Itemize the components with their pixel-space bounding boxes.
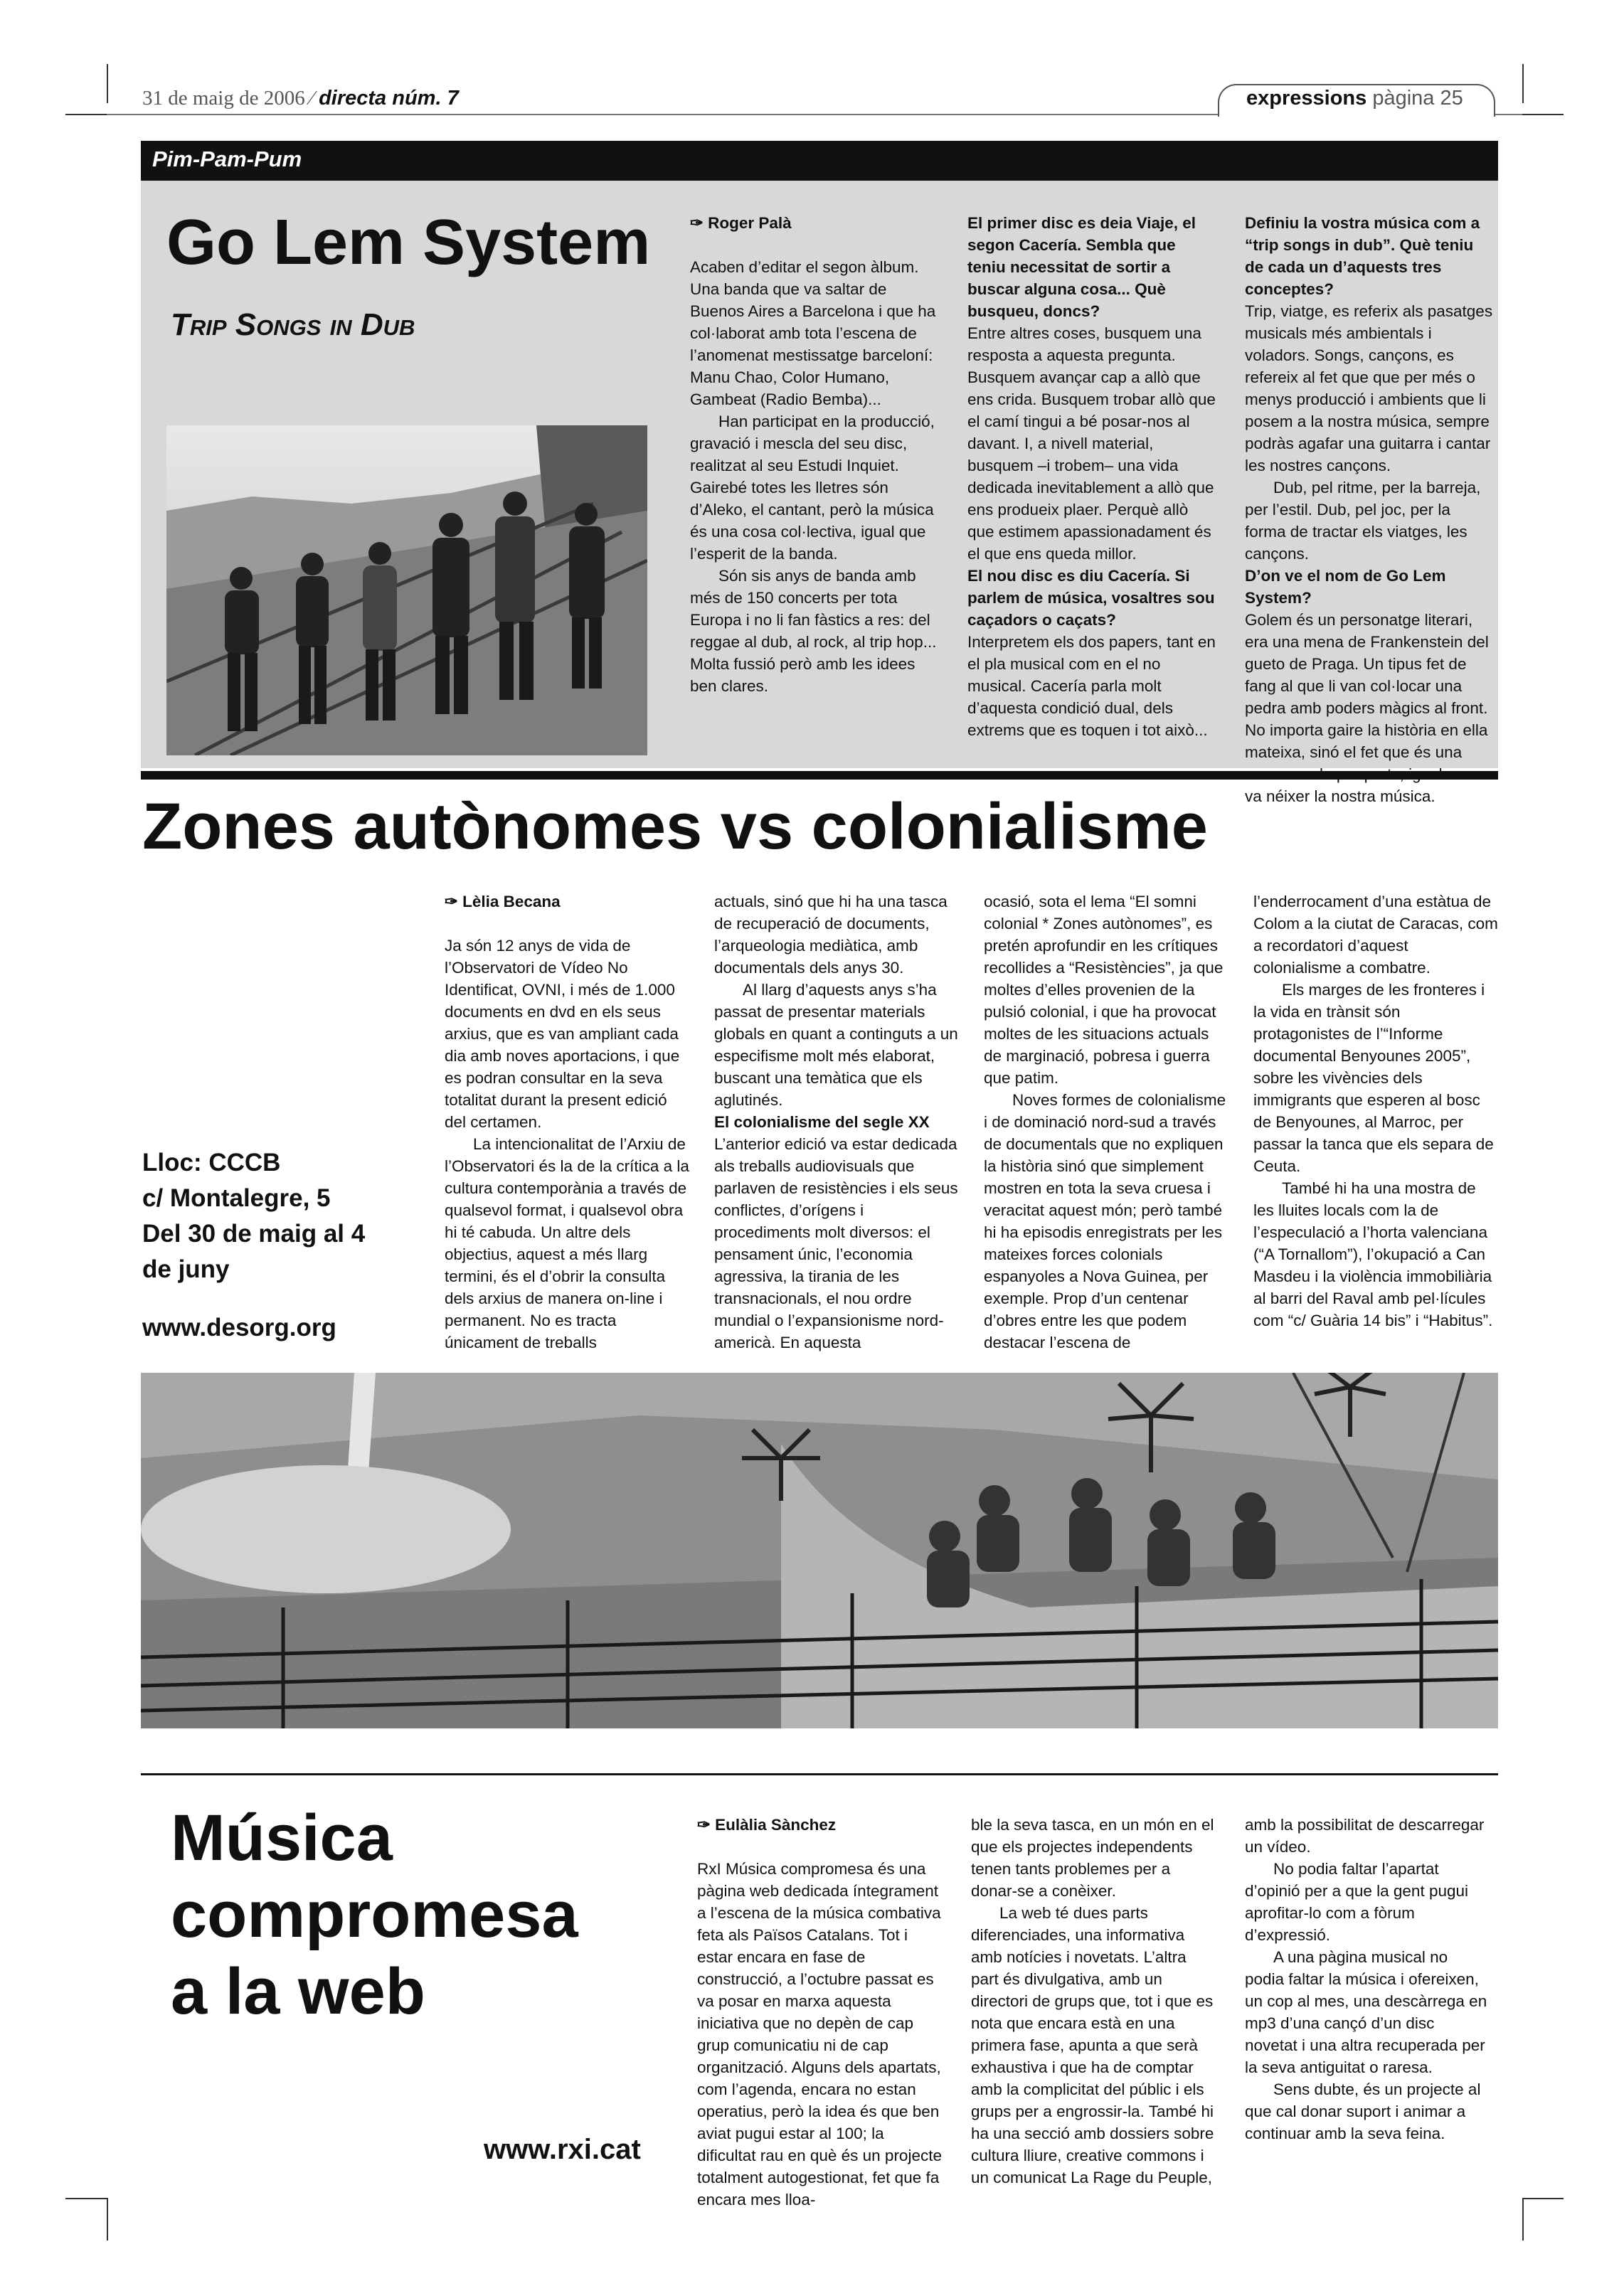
question: El colonialisme del segle XX xyxy=(714,1113,930,1131)
article-title: Go Lem System xyxy=(166,207,651,278)
event-info-line: Lloc: CCCB xyxy=(142,1149,281,1176)
question: El primer disc es deia Viaje, el segon Cacería. Sembla que teniu necessitat de sortir a buscar alguna cosa... Què busqueu, doncs? xyxy=(967,214,1196,320)
paragraph: Dub, pel ritme, per la barreja, per l’estil. Dub, pel joc, per la forma de tractar els viatges, les cançons. xyxy=(1245,479,1481,563)
colonial-painting xyxy=(141,1373,1498,1728)
event-info-line: Del 30 de maig al 4 xyxy=(142,1220,366,1248)
event-info-line: de juny xyxy=(142,1255,230,1283)
interview-column-3 xyxy=(1245,212,1495,807)
paragraph: Ja són 12 anys de vida de l’Observatori de Vídeo No Identificat, OVNI, i més de 1.000 documents en dvd en els seus arxius, que es van ampliant cada dia amb noves aportacions, i que es podran consultar en la seva totalitat durant la present edició del certamen. xyxy=(445,937,680,1131)
question: D’on ve el nom de Go Lem System? xyxy=(1245,567,1446,607)
byline: ✑ Roger Palà xyxy=(690,214,792,232)
website-url[interactable]: www.rxi.cat xyxy=(484,2134,641,2165)
question: El nou disc es diu Cacería. Si parlem de música, vosaltres sou caçadors o caçats? xyxy=(967,567,1215,629)
zones-column-2 xyxy=(714,891,960,1354)
crop-mark xyxy=(1522,64,1524,103)
crop-mark xyxy=(107,64,108,103)
zones-column-4 xyxy=(1253,891,1499,1332)
band-photo-image xyxy=(166,425,647,755)
paragraph: Acaben d’editar el segon àlbum. Una banda que va saltar de Buenos Aires a Barcelona i que ha col·laborat amb tota l’escena de l’anomenat mestissatge barceloní: Manu Chao, Color Humano, Gambeat (Radio Bemba)... xyxy=(690,258,936,408)
byline: ✑ Eulàlia Sànchez xyxy=(697,1816,837,1834)
byline: ✑ Lèlia Becana xyxy=(445,893,561,910)
paragraph: També hi ha una mostra de les lluites locals com la de l’especulació a l’horta valenciana (“A Tornallom”), l’okupació a Can Masdeu i la violència immobiliària al barri del Raval amb pel·lícules com “c/ Guària 14 bis” i “Habitus”. xyxy=(1253,1179,1493,1329)
crop-mark xyxy=(1522,2198,1564,2199)
paragraph: Noves formes de colonialisme i de dominació nord-sud a través de documentals que no expliquen la història sinó que simplement mostren en tota la seva cruesa i veracitat aquest món; però també hi ha episodis enregistrats per les mateixes forces colonials espanyoles a Nova Guinea, per exemple. Prop d’un centenar d’obres entre les que podem destacar l’escena de xyxy=(984,1091,1226,1351)
header-section: expressions xyxy=(1246,87,1367,110)
section-divider xyxy=(141,771,1498,780)
crop-mark xyxy=(1522,2198,1524,2241)
paragraph: ocasió, sota el lema “El somni colonial * Zones autònomes”, es pretén aprofundir en les crítiques recollides a “Resistències”, ja que moltes d’elles provenien de la pulsió colonial, i que ha provocat moltes de les situacions actuals de marginació, pobresa i guerra que patim. xyxy=(984,893,1224,1087)
zones-column-3 xyxy=(984,891,1229,1354)
paragraph: No podia faltar l’apartat d’opinió per a que la gent pugui aprofitar-lo com a fòrum d’expressió. xyxy=(1245,1860,1469,1944)
article-title-zones: Zones autònomes vs colonialisme xyxy=(142,790,1208,863)
header-page: pàgina 25 xyxy=(1372,87,1463,110)
title-line: Música xyxy=(171,1802,393,1874)
event-url[interactable]: www.desorg.org xyxy=(142,1314,336,1341)
paragraph: L’anterior edició va estar dedicada als treballs audiovisuals que parlaven de resistències i els seus conflictes, d’orígens i procediments molt diversos: el pensament únic, l’economia agressiva, la tirania de les transnacionals, el nou ordre mundial o l’expansionisme nord-americà. En aquesta xyxy=(714,1135,958,1351)
question: Definiu la vostra música com a “trip songs in dub”. Què teniu de cada un d’aquests tres conceptes? xyxy=(1245,214,1480,298)
paragraph: l’enderrocament d’una estàtua de Colom a la ciutat de Caracas, com a recordatori d’aquest colonialisme a combatre. xyxy=(1253,893,1498,977)
paragraph: Entre altres coses, busquem una resposta a aquesta pregunta. Busquem avançar cap a allò que ens crida. Busquem trobar allò que el camí tingui a bé posar-nos al davant. I, a nivell material, busquem –i trobem– una vida dedicada inevitablement a allò que ens produeix plaer. Perquè allò que estimem apassionadament és el que ens queda millor. xyxy=(967,324,1216,563)
musica-column-2 xyxy=(971,1814,1216,2189)
event-info-line: c/ Montalegre, 5 xyxy=(142,1184,331,1212)
paragraph: ble la seva tasca, en un món en el que els projectes independents tenen tants problemes per a donar-se a conèixer. xyxy=(971,1816,1214,1900)
paragraph: Són sis anys de banda amb més de 150 concerts per tota Europa i no li fan fàstics a res: del reggae al dub, al rock, al trip hop... Molta fussió però amb les idees ben clares. xyxy=(690,567,937,695)
paragraph: Han participat en la producció, gravació i mescla del seu disc, realitzat al seu Estudi Inquiet. Gairebé totes les lletres són d’Aleko, el cantant, però la música és una cosa col·lectiva, igual que l’esperit de la banda. xyxy=(690,413,935,563)
crop-mark xyxy=(107,2198,108,2241)
title-line: compromesa xyxy=(171,1878,578,1951)
paragraph: Els marges de les fronteres i la vida en trànsit són protagonistes de l’“Informe documental Benyounes 2005”, sobre les vivències dels immigrants que esperen al bosc de Benyounes, al Marroc, per passar la tanca que els separa de Ceuta. xyxy=(1253,981,1494,1175)
musica-column-1 xyxy=(697,1814,943,2211)
paragraph: Al llarg d’aquests anys s’ha passat de presentar materials globals en quant a continguts a un especifisme molt més elaborat, buscant una temàtica que els aglutinés. xyxy=(714,981,958,1109)
paragraph: RxI Música compromesa és una pàgina web dedicada íntegrament a l’escena de la música combativa feta als Països Catalans. Tot i estar encara en fase de construcció, a l’octubre passat es va posar en marxa aquesta iniciativa que no depèn de cap grup comunicatiu ni de cap organització. Alguns dels apartats, com l’agenda, encara no estan operatius, però la idea és que ben aviat pugui estar al 100; la dificultat rau en què és un projecte totalment autogestionat, fet que fa encara mes lloa- xyxy=(697,1860,942,2209)
interview-column-1 xyxy=(690,212,940,697)
section-divider xyxy=(141,1773,1498,1775)
paragraph: Golem és un personatge literari, era una mena de Frankenstein del gueto de Praga. Un tipus fet de fang al que li van col·locar una pedra amb poders màgics al front. No importa gaire la història en ella mateixa, sinó el fet que és una va néixer la nostra música. xyxy=(1245,611,1489,805)
band-photo xyxy=(166,425,647,755)
page-header-left xyxy=(142,87,459,110)
section-bar xyxy=(141,141,1498,181)
section-label: Pim-Pam-Pum xyxy=(152,147,302,171)
header-separator: ⁄ xyxy=(309,87,314,110)
crop-mark xyxy=(1522,114,1564,115)
interview-column-2 xyxy=(967,212,1218,741)
title-line: a la web xyxy=(171,1955,425,2028)
page-header-right xyxy=(1246,87,1463,110)
header-issue: directa núm. 7 xyxy=(319,87,459,110)
paragraph: actuals, sinó que hi ha una tasca de recuperació de documents, l’arqueologia mediàtica, amb documentals dels anys 30. xyxy=(714,893,948,977)
header-date: 31 de maig de 2006 xyxy=(142,87,305,110)
paragraph: amb la possibilitat de descarregar un vídeo. xyxy=(1245,1816,1485,1856)
painting-image xyxy=(141,1373,1498,1728)
paragraph: Sens dubte, és un projecte al que cal donar suport i animar a continuar amb la seva feina. xyxy=(1245,2080,1481,2142)
event-info xyxy=(142,1145,413,1287)
paragraph: La intencionalitat de l’Arxiu de l’Observatori és la de la crítica a la cultura contemporània a través de qualsevol format, i qualsevol obra hi té cabuda. Un altre dels objectius, aquest a més llarg termini, és el d’obrir la consulta dels arxius de manera on-line i permanent. No es tracta únicament de treballs xyxy=(445,1135,689,1351)
paragraph: A una pàgina musical no podia faltar la música i ofereixen, un cop al mes, una descàrrega en mp3 d’una cançó d’un disc novetat i una altra recuperada per la seva antiguitat o raresa. xyxy=(1245,1948,1487,2076)
musica-column-3 xyxy=(1245,1814,1490,2144)
zones-column-1 xyxy=(445,891,690,1354)
paragraph: Trip, viatge, es referix als pasatges musicals més ambientals i voladors. Songs, cançons, es refereix al fet que que per més o menys producció i ambients que li posem a la nostra música, sempre podràs agafar una guitarra i cantar les nostres cançons. xyxy=(1245,302,1493,474)
article-subtitle: Trip Songs in Dub xyxy=(171,307,415,342)
crop-mark xyxy=(65,114,107,115)
crop-mark xyxy=(65,2198,107,2199)
article-title-musica xyxy=(171,1800,578,2030)
paragraph: La web té dues parts diferenciades, una informativa amb notícies i novetats. L’altra part és divulgativa, amb un directori de grups que, tot i que es nota que encara està en una primera fase, apunta a que serà exhaustiva i que ha de comptar amb la complicitat del públic i els grups per a engrossir-la. També hi ha una secció amb dossiers sobre cultura lliure, creative commons i un comunicat La Rage du Peuple, xyxy=(971,1904,1214,2186)
paragraph: Interpretem els dos papers, tant en el pla musical com en el no musical. Cacería parla molt d’aquesta condició dual, dels extrems que es toquen i tot això... xyxy=(967,633,1216,739)
